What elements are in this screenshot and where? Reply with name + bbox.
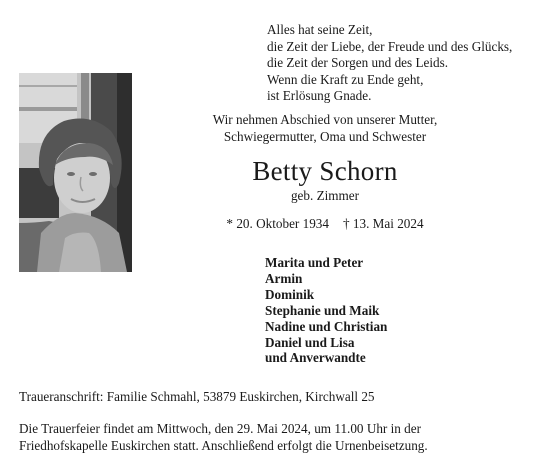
- mourner-name: Stephanie und Maik: [265, 302, 380, 318]
- poem-line: Alles hat seine Zeit,: [267, 22, 373, 37]
- mourner-name: Nadine und Christian: [265, 318, 388, 334]
- mourner-name: Armin: [265, 270, 303, 286]
- birth-name: geb. Zimmer: [290, 188, 360, 203]
- poem: [267, 22, 512, 105]
- portrait-photo: [19, 73, 132, 272]
- poem-line: Wenn die Kraft zu Ende geht,: [267, 71, 424, 87]
- poem-line: die Zeit der Liebe, der Freude und des Glücks,: [267, 38, 513, 54]
- death-date: † 13. Mai 2024: [342, 216, 424, 231]
- mourners-list: [265, 255, 387, 366]
- deceased-name: Betty Schorn: [252, 156, 398, 186]
- mourner-name: Dominik: [265, 286, 315, 302]
- farewell-line: Wir nehmen Abschied von unserer Mutter,: [212, 112, 438, 127]
- farewell-line: Schwiegermutter, Oma und Schwester: [223, 128, 427, 144]
- poem-line: die Zeit der Sorgen und des Leids.: [267, 55, 449, 71]
- birth-date: * 20. Oktober 1934: [226, 216, 329, 231]
- funeral-info: [19, 421, 428, 454]
- funeral-line: Die Trauerfeier findet am Mittwoch, den 29. Mai 2024, um 11.00 Uhr in der: [19, 421, 422, 436]
- life-dates: [195, 216, 455, 232]
- mourner-name: und Anverwandte: [265, 350, 366, 366]
- farewell-text: [195, 112, 455, 145]
- mourner-name: Marita und Peter: [265, 255, 364, 270]
- funeral-line: Friedhofskapelle Euskirchen statt. Anschließend erfolgt die Urnenbeisetzung.: [19, 437, 428, 453]
- poem-line: ist Erlösung Gnade.: [267, 88, 372, 104]
- mourner-name: Daniel und Lisa: [265, 334, 355, 350]
- condolence-address: Traueranschrift: Familie Schmahl, 53879 Euskirchen, Kirchwall 25: [19, 389, 375, 404]
